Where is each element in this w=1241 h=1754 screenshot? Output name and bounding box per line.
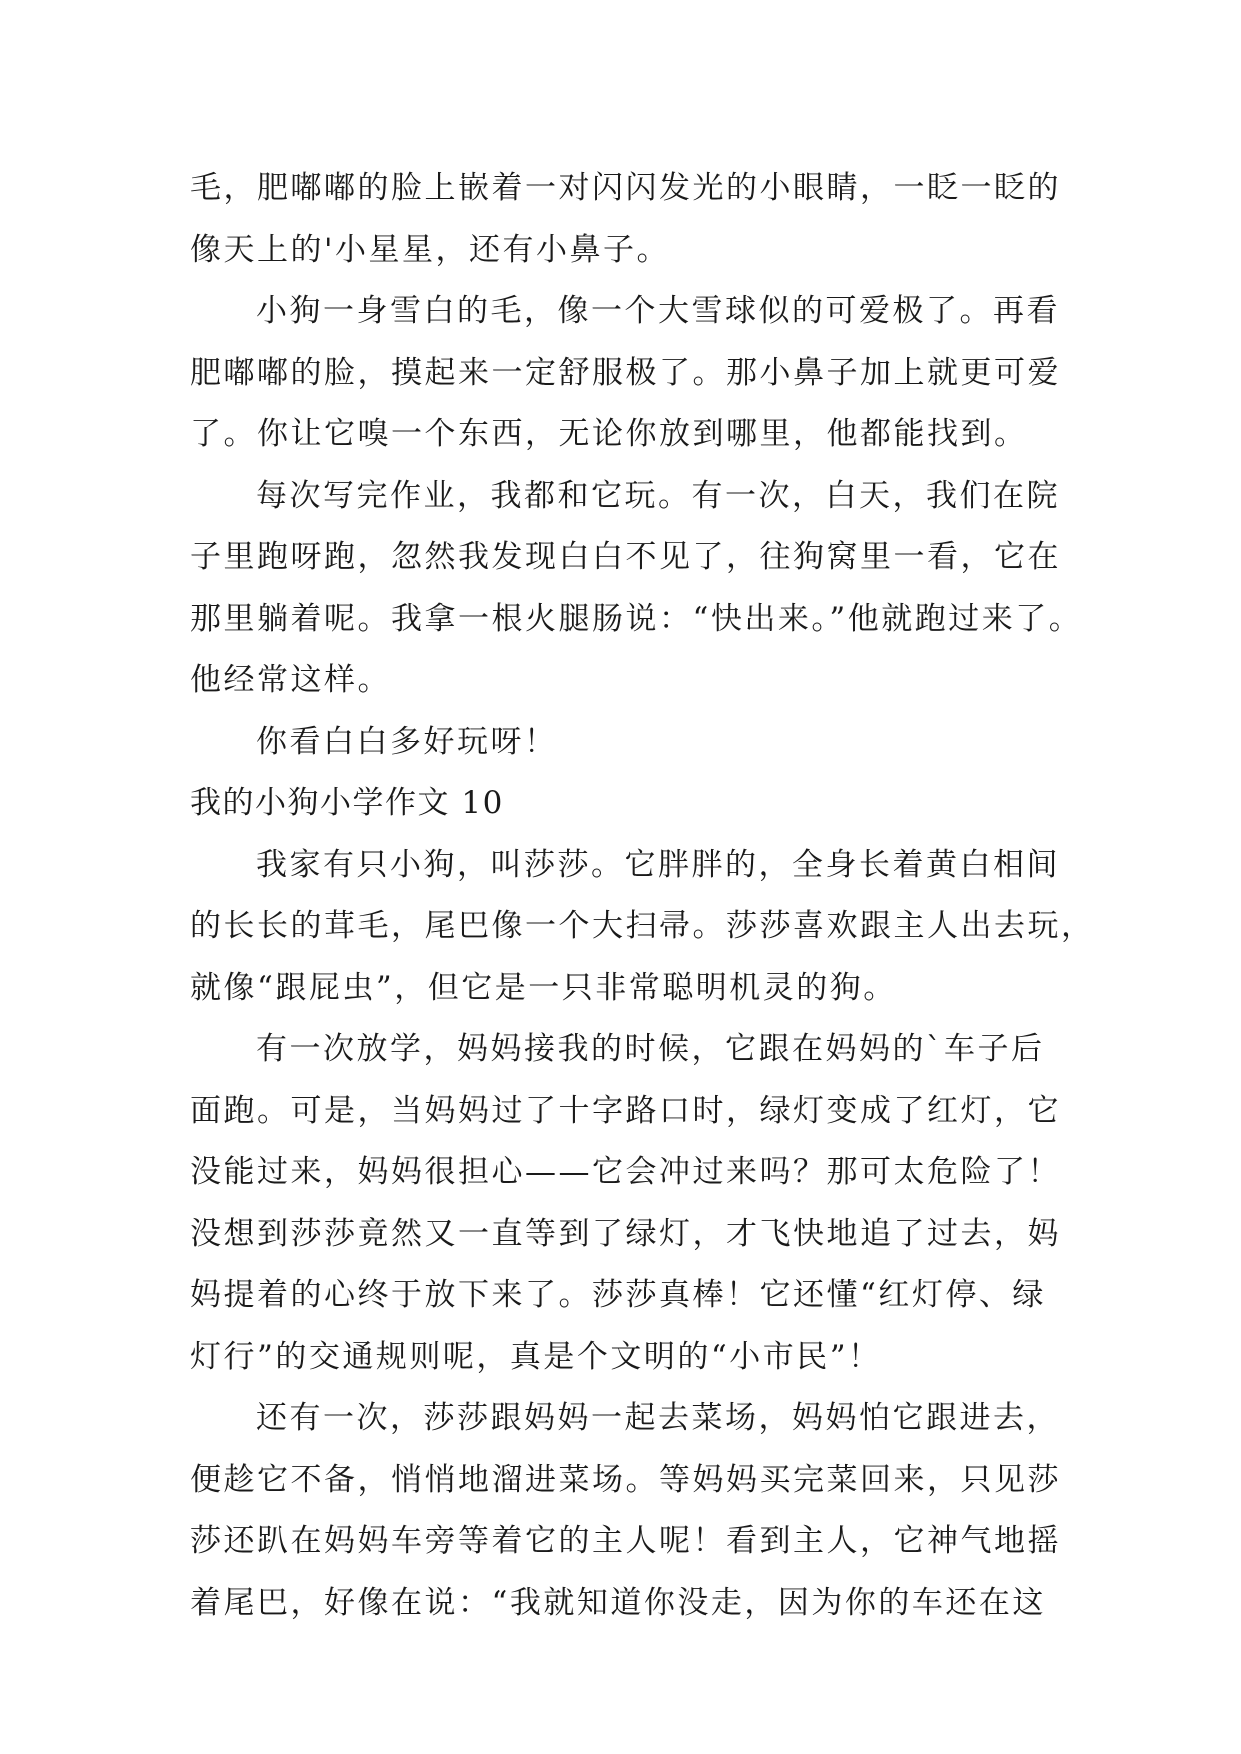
text-line: 那里躺着呢。我拿一根火腿肠说：“快出来。”他就跑过来了。	[190, 600, 1083, 637]
text-line: 他经常这样。	[190, 662, 391, 698]
text-line: 灯行”的交通规则呢，真是个文明的“小市民”！	[190, 1338, 882, 1375]
text-line: 子里跑呀跑，忽然我发现白白不见了，往狗窝里一看，它在	[190, 539, 1061, 575]
text-line: 毛，肥嘟嘟的脸上嵌着一对闪闪发光的小眼睛，一眨一眨的	[190, 170, 1061, 206]
paragraph-start-line: 还有一次，莎莎跟妈妈一起去菜场，妈妈怕它跟进去，	[256, 1400, 1060, 1436]
text-line: 面跑。可是，当妈妈过了十字路口时，绿灯变成了红灯，它	[190, 1092, 1061, 1129]
paragraph-start-line: 我家有只小狗，叫莎莎。它胖胖的，全身长着黄白相间	[256, 846, 1060, 883]
paragraph-start-line: 你看白白多好玩呀！	[256, 723, 558, 760]
paragraph-start-line: 有一次放学，妈妈接我的时候，它跟在妈妈的`车子后	[256, 1031, 1045, 1067]
document-body	[190, 158, 1095, 1634]
text-line: 莎还趴在妈妈车旁等着它的主人呢！看到主人，它神气地摇	[190, 1523, 1061, 1559]
paragraph-start-line: 每次写完作业，我都和它玩。有一次，白天，我们在院	[256, 477, 1060, 514]
paragraph-start-line: 小狗一身雪白的毛，像一个大雪球似的可爱极了。再看	[256, 293, 1060, 329]
text-line: 便趁它不备，悄悄地溜进菜场。等妈妈买完菜回来，只见莎	[190, 1461, 1061, 1498]
text-line: 妈提着的心终于放下来了。莎莎真棒！它还懂“红灯停、绿	[190, 1277, 1046, 1313]
text-line: 没想到莎莎竟然又一直等到了绿灯，才飞快地追了过去，妈	[190, 1215, 1061, 1252]
text-line: 没能过来，妈妈很担心——它会冲过来吗？那可太危险了！	[190, 1154, 1061, 1190]
essay-title: 我的小狗小学作文 10	[190, 785, 504, 821]
text-line: 像天上的'小星星，还有小鼻子。	[190, 231, 671, 268]
text-line: 了。你让它嗅一个东西，无论你放到哪里，他都能找到。	[190, 416, 1028, 452]
text-line: 就像“跟屁虫”，但它是一只非常聪明机灵的狗。	[190, 969, 897, 1006]
text-line: 着尾巴，好像在说：“我就知道你没走，因为你的车还在这	[190, 1584, 1046, 1621]
text-line: 肥嘟嘟的脸，摸起来一定舒服极了。那小鼻子加上就更可爱	[190, 354, 1061, 391]
text-line: 的长长的茸毛，尾巴像一个大扫帚。莎莎喜欢跟主人出去玩，	[190, 908, 1095, 944]
